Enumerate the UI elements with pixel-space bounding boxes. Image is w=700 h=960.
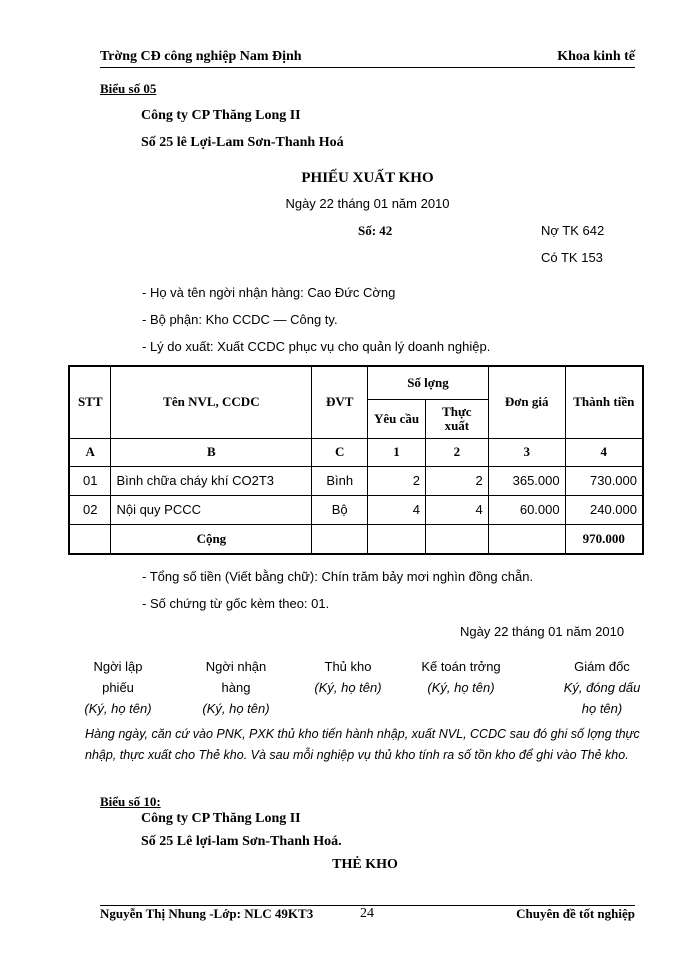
row-requested: 2	[368, 466, 426, 495]
total-empty	[312, 524, 368, 554]
code-cell: 1	[368, 438, 426, 466]
col-quantity: Số lợng	[368, 366, 489, 399]
signature-title: Giám đốc	[574, 659, 630, 674]
row-name: Nội quy PCCC	[111, 495, 312, 524]
row-amount: 730.000	[565, 466, 643, 495]
signature-note: (Ký, họ tên)	[202, 701, 270, 716]
total-amount: 970.000	[565, 524, 643, 554]
issue-table	[68, 365, 644, 555]
header-school: Trờng CĐ công nghiệp Nam Định	[100, 49, 302, 64]
signature-title: hàng	[221, 680, 251, 695]
code-cell: C	[312, 438, 368, 466]
total-in-words: - Tổng số tiền (Viết bằng chữ): Chín trăm bảy mơi nghìn đồng chẵn.	[142, 569, 534, 584]
col-requested: Yêu cầu	[368, 399, 426, 438]
total-empty	[368, 524, 426, 554]
row-price: 365.000	[488, 466, 565, 495]
signing-date: Ngày 22 tháng 01 năm 2010	[460, 624, 625, 639]
page-number: 24	[360, 906, 374, 921]
total-empty	[488, 524, 565, 554]
table-row	[69, 495, 643, 524]
form1-department: - Bộ phận: Kho CCDC — Công ty.	[142, 312, 338, 327]
signature-note: họ tên)	[581, 701, 623, 716]
signature-title: Ngời nhận	[205, 659, 267, 674]
total-empty	[69, 524, 111, 554]
form1-debit: Nợ TK 642	[541, 223, 605, 238]
col-unit: ĐVT	[312, 366, 368, 438]
form1-date: Ngày 22 tháng 01 năm 2010	[285, 196, 450, 211]
col-price: Đơn giá	[488, 366, 565, 438]
header-divider	[100, 67, 635, 68]
form1-label: Biểu số 05	[100, 81, 157, 96]
footer-title: Chuyên đề tốt nghiệp	[516, 906, 635, 921]
row-requested: 4	[368, 495, 426, 524]
row-stt: 02	[69, 495, 111, 524]
row-amount: 240.000	[565, 495, 643, 524]
row-actual: 2	[425, 466, 488, 495]
header-department: Khoa kinh tế	[557, 49, 635, 64]
col-amount: Thành tiền	[565, 366, 643, 438]
signature-block	[408, 656, 514, 698]
code-cell: 2	[425, 438, 488, 466]
code-cell: 4	[565, 438, 643, 466]
signature-note: (Ký, họ tên)	[84, 701, 152, 716]
form2-label: Biểu số 10:	[100, 794, 161, 809]
signature-block	[190, 656, 282, 719]
signature-title: Thủ kho	[324, 659, 372, 674]
signature-note: (Ký, họ tên)	[427, 680, 495, 695]
code-cell: 3	[488, 438, 565, 466]
form1-credit: Có TK 153	[541, 250, 603, 265]
row-unit: Bình	[312, 466, 368, 495]
signature-block	[552, 656, 652, 719]
signature-note: (Ký, họ tên)	[314, 680, 382, 695]
table-row	[69, 466, 643, 495]
description-paragraph: Hàng ngày, căn cứ vào PNK, PXK thủ kho tiến hành nhập, xuất NVL, CCDC sau đó ghi số lợng thực nhập, thực xuất cho Thẻ kho. Và sau mỗi nghiệp vụ thủ kho tính ra số tồn kho để ghi vào Thẻ kho.	[85, 727, 640, 762]
signature-block	[302, 656, 394, 698]
form2-title: THẺ KHO	[332, 857, 398, 872]
total-row	[69, 524, 643, 554]
form1-title: PHIẾU XUẤT KHO	[301, 170, 434, 186]
row-stt: 01	[69, 466, 111, 495]
form1-reason: - Lý do xuất: Xuất CCDC phục vụ cho quản lý doanh nghiệp.	[142, 339, 491, 354]
row-price: 60.000	[488, 495, 565, 524]
col-name: Tên NVL, CCDC	[111, 366, 312, 438]
signature-title: Ngời lập	[93, 659, 143, 674]
signature-note: Ký, đóng dấu	[563, 680, 641, 695]
form2-company: Công ty CP Thăng Long II	[141, 811, 301, 826]
code-cell: A	[69, 438, 111, 466]
signature-title: Kế toán trởng	[421, 659, 501, 674]
total-empty	[425, 524, 488, 554]
form2-address: Số 25 Lê lợi-lam Sơn-Thanh Hoá.	[141, 834, 342, 849]
total-label: Cộng	[111, 524, 312, 554]
row-unit: Bộ	[312, 495, 368, 524]
form1-receiver: - Họ và tên ngời nhận hàng: Cao Đức Cờng	[142, 285, 396, 300]
col-actual: Thực xuất	[425, 399, 488, 438]
signature-block	[72, 656, 164, 719]
attached-documents: - Số chứng từ gốc kèm theo: 01.	[142, 596, 330, 611]
code-cell: B	[111, 438, 312, 466]
page-header	[100, 49, 635, 67]
col-stt: STT	[69, 366, 111, 438]
signature-title: phiếu	[102, 680, 134, 695]
form1-number: Số: 42	[358, 223, 393, 238]
form1-address: Số 25 lê Lợi-Lam Sơn-Thanh Hoá	[141, 135, 344, 150]
row-actual: 4	[425, 495, 488, 524]
form1-company: Công ty CP Thăng Long II	[141, 108, 301, 123]
footer-author: Nguyễn Thị Nhung -Lớp: NLC 49KT3	[100, 906, 314, 921]
row-name: Bình chữa cháy khí CO2T3	[111, 466, 312, 495]
